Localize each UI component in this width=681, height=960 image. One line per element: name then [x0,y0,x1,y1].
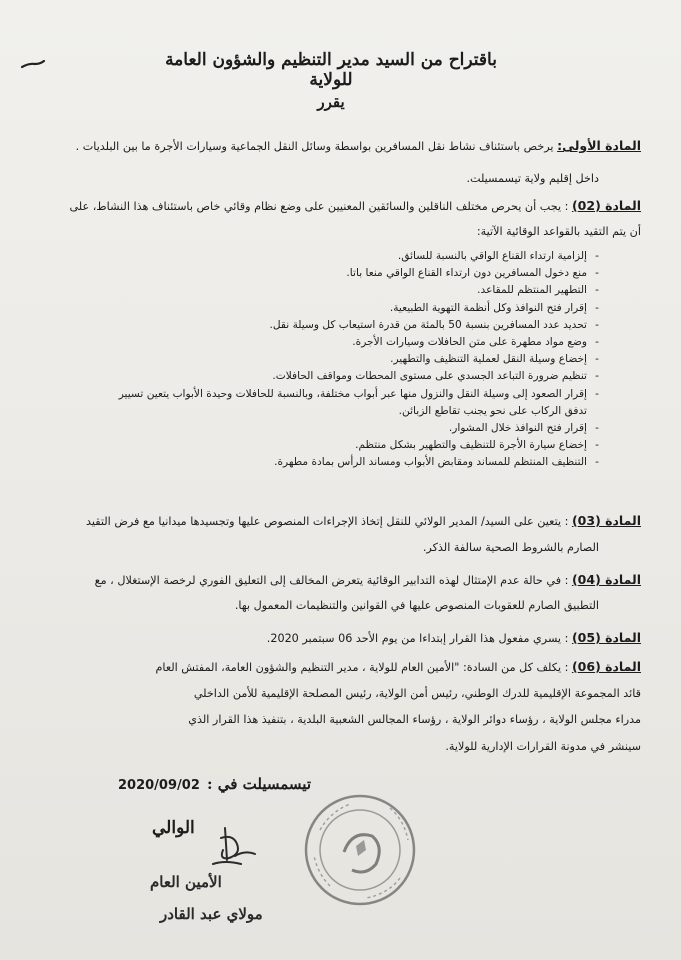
rule-item: - إقرار الصعود إلى وسيلة النقل والنزول منها عبر أبواب مختلفة، وبالنسبة للحافلات وحيدة الأبواب يتعين تسيير تدفق الركاب على نحو يجنب تقاطع الزبائن. [99,386,599,420]
rule-item: - التطهير المنتظم للمقاعد. [99,282,599,299]
rule-item: - تحديد عدد المسافرين بنسبة 50 بالمئة من قدرة استيعاب كل وسيلة نقل. [99,317,599,334]
article-1-label: المادة الأولى: [557,138,641,153]
rule-item: - إلزامية ارتداء القناع الواقي بالنسبة للسائق. [99,248,599,265]
article-6-line-1 [26,659,641,676]
article-2-line-2: أن يتم التقيد بالقواعد الوقائية الآتية: [476,225,641,238]
article-6-label: المادة (06) [571,659,641,674]
article-3-line-1 [26,513,641,530]
article-6-line-3: مدراء مجلس الولاية ، رؤساء دوائر الولاية ، رؤساء المجالس الشعبية البلدية ، بتنفيذ هذا القرار الذي [188,713,641,726]
official-seal-icon [300,790,420,910]
article-5-text-1: : يسري مفعول هذا القرار إبتداءا من يوم الأحد 06 سبتمبر 2020. [266,632,569,645]
rule-item: - إقرار فتح النوافذ وكل أنظمة التهوية الطبيعية. [99,300,599,317]
article-2-line-1 [26,198,641,215]
article-6-text-1: : يكلف كل من السادة: "الأمين العام للولاية ، مدير التنظيم والشؤون العامة، المفتش العام [155,661,569,674]
rule-item: - إقرار فتح النوافذ خلال المشوار. [99,420,599,437]
preventive-rules-list [99,248,599,472]
article-4-line-1 [26,572,641,589]
wali-title: الوالي [152,818,195,838]
signature-place: تيسمسيلت في : [206,775,311,793]
article-1-line-2: داخل إقليم ولاية تيسمسيلت. [466,172,599,185]
rule-item: - تنظيم ضرورة التباعد الجسدي على مستوى المحطات ومواقف الحافلات. [99,368,599,385]
article-3-line-2: الصارم بالشروط الصحية سالفة الذكر. [422,541,599,554]
article-5-line-1 [26,630,641,647]
article-3-text-1: : يتعين على السيد/ المدير الولائي للنقل إتخاذ الإجراءات المنصوص عليها وتجسيدها ميدانيا مع فرض التقيد [85,515,569,528]
article-4-label: المادة (04) [571,572,641,587]
article-1-line-1 [26,138,641,155]
signature-date: 2020/09/02 [118,778,200,793]
secretary-general-name: مولاي عبد القادر [160,905,263,923]
article-3-label: المادة (03) [571,513,641,528]
article-2-text-1: : يجب أن يحرص مختلف الناقلين والسائقين المعنيين على وضع نظام وقائي خاص باستئناف هذا النشاط، على [69,200,569,213]
pen-mark-icon [20,58,46,70]
rule-item: - إخضاع وسيلة النقل لعملية التنظيف والتطهير. [99,351,599,368]
article-2-label: المادة (02) [571,198,641,213]
decides-heading: يقرر [317,93,345,111]
rule-item: - إخضاع سيارة الأجرة للتنظيف والتطهير بشكل منتظم. [99,437,599,454]
article-6-line-4: سينشر في مدونة القرارات الإدارية للولاية. [445,740,641,753]
rule-item: - منع دخول المسافرين دون ارتداء القناع الواقي منعا باتا. [99,265,599,282]
article-1-text-1: يرخص باستئناف نشاط نقل المسافرين بواسطة وسائل النقل الجماعية وسيارات الأجرة ما بين البلديات . [75,140,554,153]
rule-item: - وضع مواد مطهرة على متن الحافلات وسيارات الأجرة. [99,334,599,351]
handwritten-signature-icon [185,820,275,880]
article-4-text-1: : في حالة عدم الإمتثال لهذه التدابير الوقائية يتعرض المخالف إلى التعليق الفوري لرخصة الإستغلال ، مع [94,574,569,587]
article-4-line-2: التطبيق الصارم للعقوبات المنصوص عليها في القوانين والتنظيمات المعمول بها. [234,599,599,612]
article-5-label: المادة (05) [571,630,641,645]
secretary-general-title: الأمين العام [150,873,222,891]
article-6-line-2: قائد المجموعة الإقليمية للدرك الوطني، رئيس أمن الولاية، رئيس المصلحة الإقليمية للأمن الداخلي [193,687,641,700]
proposal-heading: باقتراح من السيد مدير التنظيم والشؤون العامة للولاية [165,50,497,90]
rule-item: - التنظيف المنتظم للمساند ومقابض الأبواب ومساند الرأس بمادة مطهرة. [99,454,599,471]
